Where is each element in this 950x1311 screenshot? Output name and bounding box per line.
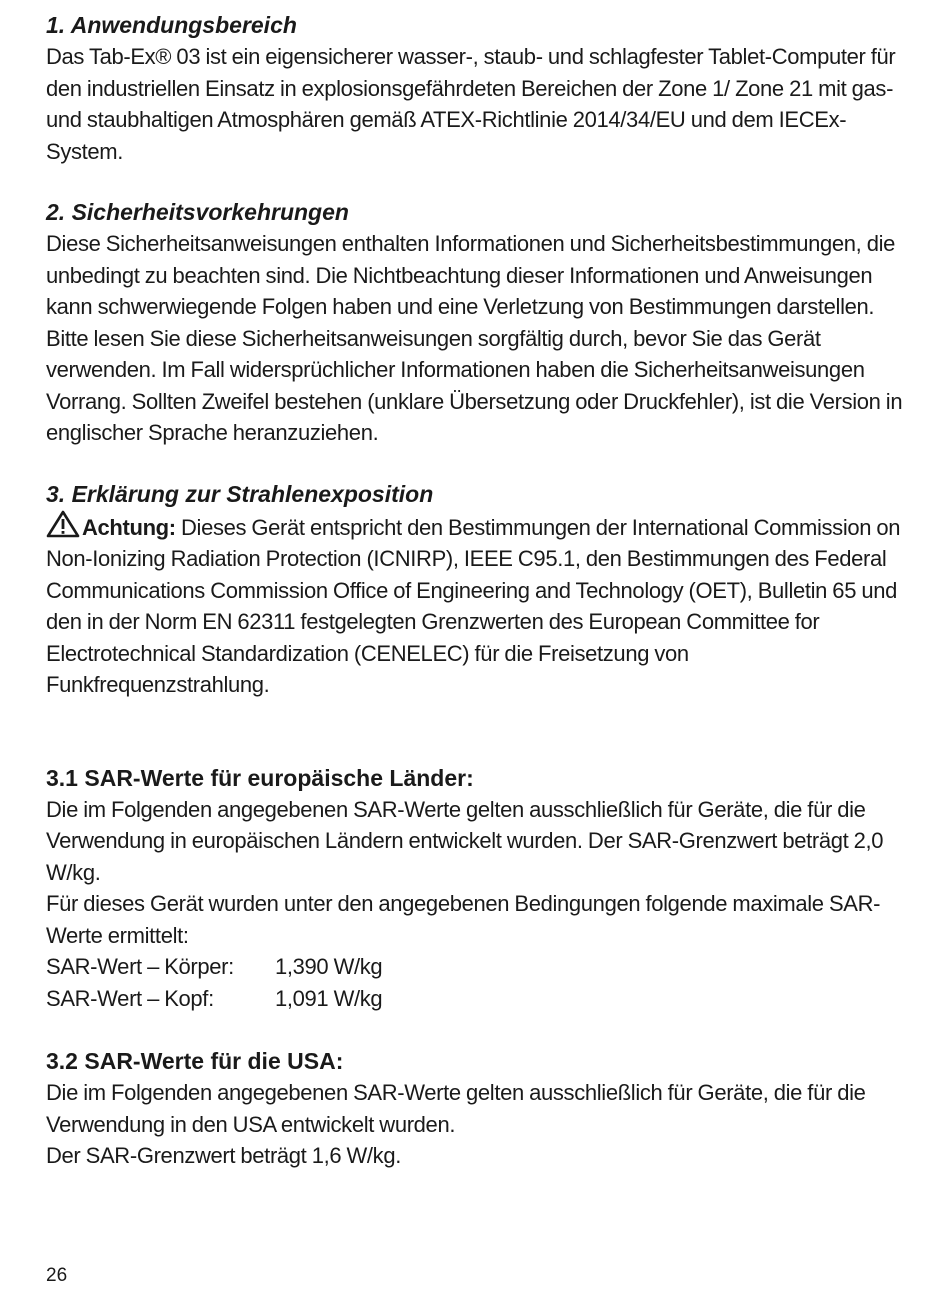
section-3-1-title: 3.1 SAR-Werte für europäische Länder: (46, 764, 474, 791)
sar-value-body: 1,390 W/kg (275, 954, 383, 979)
section-3-2-text-1: Die im Folgenden angegebenen SAR-Werte gelten ausschließlich für Geräte, die für die Verwendung in den USA entwickelt wurden. (46, 1080, 866, 1137)
page-number: 26 (46, 1265, 68, 1286)
warning-label: Achtung: (82, 514, 176, 540)
sar-value-row-body (46, 951, 916, 983)
sar-label-body: SAR-Wert – Körper: (46, 954, 234, 979)
sar-value-head: 1,091 W/kg (275, 985, 383, 1011)
warning-triangle-icon (46, 510, 80, 538)
section-1-text: Das Tab-Ex® 03 ist ein eigensicherer wasser-, staub- und schlagfester Tablet-Computer für den industriellen Einsatz in explosionsgefährdeten Bereichen der Zone 1/ Zone 21 mit gas- und staubhaltigen Atmosphären gemäß ATEX-Richtlinie 2014/34/EU und dem IECEx-System. (46, 44, 896, 164)
document-page (46, 10, 916, 1172)
section-3-1-text-2: Für dieses Gerät wurden unter den angegebenen Bedingungen folgende maximale SAR-Werte ermittelt: (46, 891, 881, 948)
section-3-title: 3. Erklärung zur Strahlenexposition (46, 480, 434, 507)
section-3-text (46, 510, 916, 701)
section-2-text: Diese Sicherheitsanweisungen enthalten Informationen und Sicherheitsbestimmungen, die unbedingt zu beachten sind. Die Nichtbeachtung dieser Informationen und Anweisungen kann schwerwiegende Folgen haben und eine Verletzung von Bestimmungen darstellen. Bitte lesen Sie diese Sicherheitsanweisungen sorgfältig durch, bevor Sie das Gerät verwenden. Im Fall widersprüchlicher Informationen haben die Sicherheitsanweisungen Vorrang. Sollten Zweifel bestehen (unklare Übersetzung oder Druckfehler), ist die Version in englischer Sprache heranzuziehen. (46, 231, 903, 445)
section-3-body: Dieses Gerät entspricht den Bestimmungen der International Commission on Non-Ionizing Radiation Protection (ICNIRP), IEEE C95.1, den Bestimmungen des Federal Communications Commission Office of Engineering and Technology (OET), Bulletin 65 und den in der Norm EN 62311 festgelegten Grenzwerten des European Committee for Electrotechnical Standardization (CENELEC) für die Freisetzung von Funkfrequenzstrahlung. (46, 514, 901, 697)
section-1-title: 1. Anwendungsbereich (46, 12, 297, 38)
section-3-1-text-1: Die im Folgenden angegebenen SAR-Werte gelten ausschließlich für Geräte, die für die Verwendung in europäischen Ländern entwickelt wurden. Der SAR-Grenzwert beträgt 2,0 W/kg. (46, 796, 884, 885)
sar-value-row-head (46, 983, 916, 1015)
section-3-2-text-2: Der SAR-Grenzwert beträgt 1,6 W/kg. (46, 1143, 401, 1168)
section-3-2-title: 3.2 SAR-Werte für die USA: (46, 1048, 344, 1074)
section-2-title: 2. Sicherheitsvorkehrungen (46, 199, 349, 225)
sar-label-head: SAR-Wert – Kopf: (46, 985, 214, 1011)
